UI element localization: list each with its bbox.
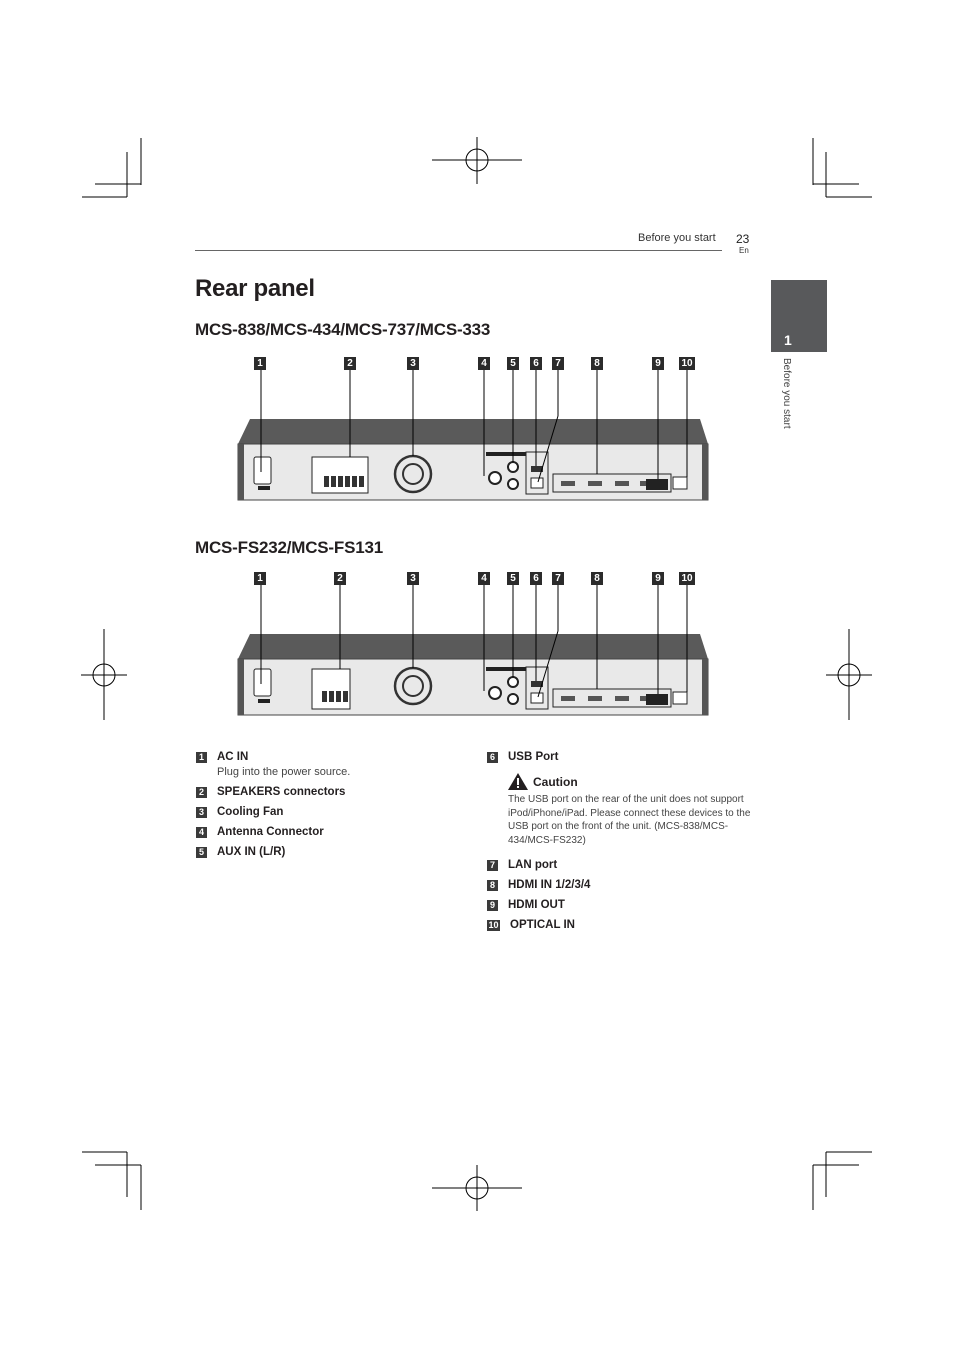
rear-panel-illustration bbox=[230, 354, 720, 504]
chapter-tab bbox=[771, 280, 827, 352]
item-list-right bbox=[487, 751, 752, 939]
item-label: OPTICAL IN bbox=[510, 919, 575, 931]
item-label: HDMI IN 1/2/3/4 bbox=[508, 879, 591, 891]
callout-4: 4 bbox=[478, 357, 490, 370]
item-number: 3 bbox=[196, 807, 207, 818]
callout-8: 8 bbox=[591, 357, 603, 370]
callout-10: 10 bbox=[679, 572, 695, 585]
item-number: 2 bbox=[196, 787, 207, 798]
callout-1: 1 bbox=[254, 572, 266, 585]
list-item bbox=[487, 919, 752, 939]
callout-7: 7 bbox=[552, 572, 564, 585]
callout-6: 6 bbox=[530, 572, 542, 585]
callout-5: 5 bbox=[507, 572, 519, 585]
item-label: USB Port bbox=[508, 751, 559, 763]
callout-6: 6 bbox=[530, 357, 542, 370]
callout-3: 3 bbox=[407, 357, 419, 370]
list-item bbox=[487, 751, 752, 771]
rear-panel-illustration bbox=[230, 569, 720, 719]
item-number: 1 bbox=[196, 752, 207, 763]
list-item bbox=[196, 846, 466, 866]
page-title: Rear panel bbox=[195, 275, 315, 302]
page-number: 23 bbox=[736, 232, 750, 246]
item-label: Antenna Connector bbox=[217, 826, 324, 838]
item-number: 4 bbox=[196, 827, 207, 838]
page-language: En bbox=[739, 246, 749, 255]
callout-8: 8 bbox=[591, 572, 603, 585]
callout-9: 9 bbox=[652, 357, 664, 370]
callout-5: 5 bbox=[507, 357, 519, 370]
item-label: Cooling Fan bbox=[217, 806, 284, 818]
item-description: Plug into the power source. bbox=[217, 766, 351, 778]
item-number: 5 bbox=[196, 847, 207, 858]
running-header: Before you start bbox=[638, 232, 716, 244]
callout-2: 2 bbox=[344, 357, 356, 370]
list-item bbox=[196, 826, 466, 846]
item-number: 9 bbox=[487, 900, 498, 911]
item-label: HDMI OUT bbox=[508, 899, 565, 911]
caution-box bbox=[508, 773, 752, 859]
item-label: AC IN bbox=[217, 751, 249, 763]
rear-panel-diagram-1 bbox=[230, 354, 720, 504]
list-item bbox=[196, 806, 466, 826]
callout-2: 2 bbox=[334, 572, 346, 585]
warning-icon bbox=[508, 773, 528, 790]
callout-7: 7 bbox=[552, 357, 564, 370]
caution-title: Caution bbox=[533, 774, 578, 789]
callout-1: 1 bbox=[254, 357, 266, 370]
rear-panel-diagram-2 bbox=[230, 569, 720, 719]
section-heading-2: MCS-FS232/MCS-FS131 bbox=[195, 538, 383, 557]
list-item bbox=[487, 899, 752, 919]
item-list-left bbox=[196, 751, 466, 866]
list-item bbox=[487, 859, 752, 879]
list-item bbox=[487, 879, 752, 899]
item-number: 10 bbox=[488, 920, 499, 930]
item-number: 7 bbox=[487, 860, 498, 871]
chapter-number: 1 bbox=[784, 332, 792, 348]
section-heading-1: MCS-838/MCS-434/MCS-737/MCS-333 bbox=[195, 320, 491, 339]
callout-3: 3 bbox=[407, 572, 419, 585]
callout-10: 10 bbox=[679, 357, 695, 370]
callout-4: 4 bbox=[478, 572, 490, 585]
item-label: AUX IN (L/R) bbox=[217, 846, 286, 858]
callout-9: 9 bbox=[652, 572, 664, 585]
item-number: 8 bbox=[487, 880, 498, 891]
caution-text: The USB port on the rear of the unit does not support iPod/iPhone/iPad. Please connect these devices to the USB port on the front of the unit. (MCS-838/MCS-434/MCS-FS232) bbox=[508, 794, 751, 846]
list-item bbox=[196, 751, 466, 786]
item-number: 6 bbox=[487, 752, 498, 763]
item-label: SPEAKERS connectors bbox=[217, 786, 346, 798]
item-label: LAN port bbox=[508, 859, 558, 871]
header-rule bbox=[195, 250, 722, 251]
list-item bbox=[196, 786, 466, 806]
chapter-label: Before you start bbox=[781, 358, 792, 429]
